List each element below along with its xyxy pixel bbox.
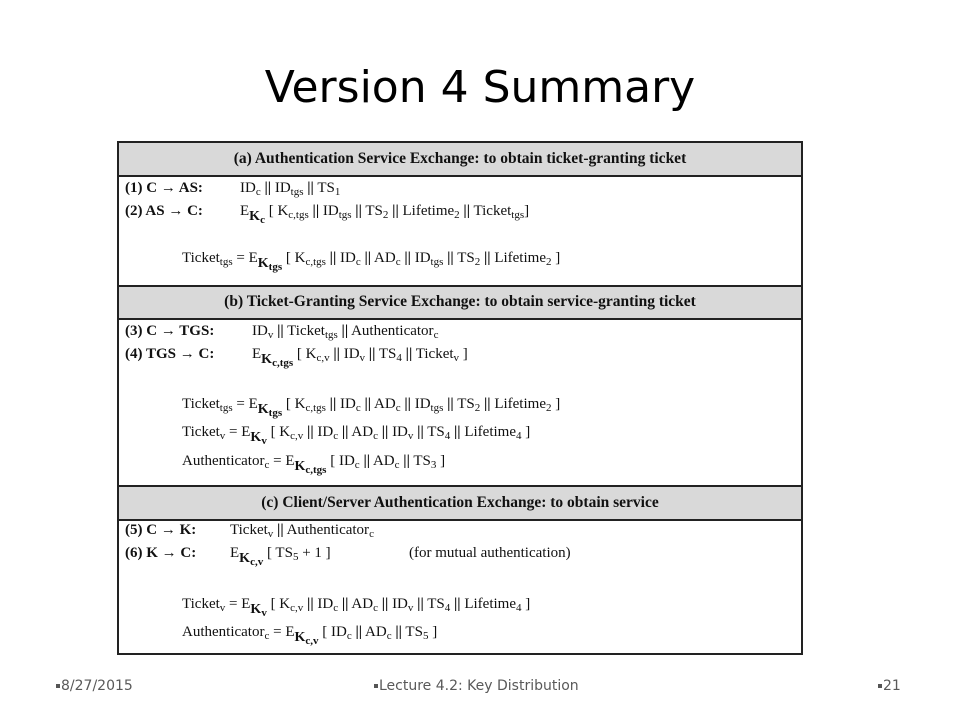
step-5-expr: Ticket$_v$ || Authenticator$_c$ xyxy=(230,522,374,540)
step-4-label: (4) TGS → C: xyxy=(125,346,215,362)
authenticator-formula-b: Authenticator$_c$ = $EK_{c,tgs}$ [ $ID_c$ || $AD_c$ || $TS_3$ ] xyxy=(182,453,446,476)
section-c-header: (c) Client/Server Authentication Exchange: to obtain service xyxy=(119,485,801,521)
step-1-expr: $ID_c$ || $ID_{tgs}$ || $TS_1$ xyxy=(240,180,341,198)
section-a-header: (a) Authentication Service Exchange: to obtain ticket-granting ticket xyxy=(119,143,801,177)
step-6-expr: $EK_{c,v}$ [ $TS_5 + 1$ ] xyxy=(230,545,331,568)
footer-page-number: 21 xyxy=(878,678,901,694)
step-3-expr: $ID_v$ || Ticket$_{tgs}$ || Authenticator$_c$ xyxy=(252,323,439,341)
ticket-v-formula-b: Ticket$_v$ = $EK_v$ [ $K_{c,v}$ || $ID_c$ || $AD_c$ || $ID_v$ || $TS_4$ || Lifetime$_4$ ] xyxy=(182,424,531,447)
ticket-tgs-formula-a: Ticket$_{tgs}$ = $EK_{tgs}$ [ $K_{c,tgs}$ || $ID_c$ || $AD_c$ || $ID_{tgs}$ || $TS_2$ || Lifetime$_2$ ] xyxy=(182,250,561,273)
ticket-v-formula-c: Ticket$_v$ = $EK_v$ [ $K_{c,v}$ || $ID_c$ || $AD_c$ || $ID_v$ || $TS_4$ || Lifetime$_4$ ] xyxy=(182,596,531,619)
ticket-tgs-formula-b: Ticket$_{tgs}$ = $EK_{tgs}$ [ $K_{c,tgs}$ || $ID_c$ || $AD_c$ || $ID_{tgs}$ || $TS_2$ || Lifetime$_2$ ] xyxy=(182,396,561,419)
step-2-expr: $EK_c$ [ $K_{c,tgs}$ || $ID_{tgs}$ || $TS_2$ || Lifetime$_2$ || Ticket$_{tgs}$] xyxy=(240,203,530,226)
step-1-label: (1) C → AS: xyxy=(125,180,203,196)
step-2-label: (2) AS → C: xyxy=(125,203,203,219)
step-4-expr: $EK_{c,tgs}$ [ $K_{c,v}$ || $ID_v$ || $TS_4$ || Ticket$_v$ ] xyxy=(252,346,468,369)
authenticator-formula-c: Authenticator$_c$ = $EK_{c,v}$ [ $ID_c$ || $AD_c$ || $TS_5$ ] xyxy=(182,624,438,647)
footer-lecture: Lecture 4.2: Key Distribution xyxy=(374,678,579,694)
bullet-icon xyxy=(374,684,378,688)
section-b-header: (b) Ticket-Granting Service Exchange: to obtain service-granting ticket xyxy=(119,285,801,320)
mutual-auth-note: (for mutual authentication) xyxy=(409,545,571,561)
step-5-label: (5) C → K: xyxy=(125,522,197,538)
step-3-label: (3) C → TGS: xyxy=(125,323,215,339)
step-6-label: (6) K → C: xyxy=(125,545,197,561)
slide-footer xyxy=(0,676,960,700)
bullet-icon xyxy=(878,684,882,688)
kerberos-v4-summary-table xyxy=(117,141,803,655)
slide-title: Version 4 Summary xyxy=(264,62,696,113)
footer-date: 8/27/2015 xyxy=(56,678,133,694)
bullet-icon xyxy=(56,684,60,688)
